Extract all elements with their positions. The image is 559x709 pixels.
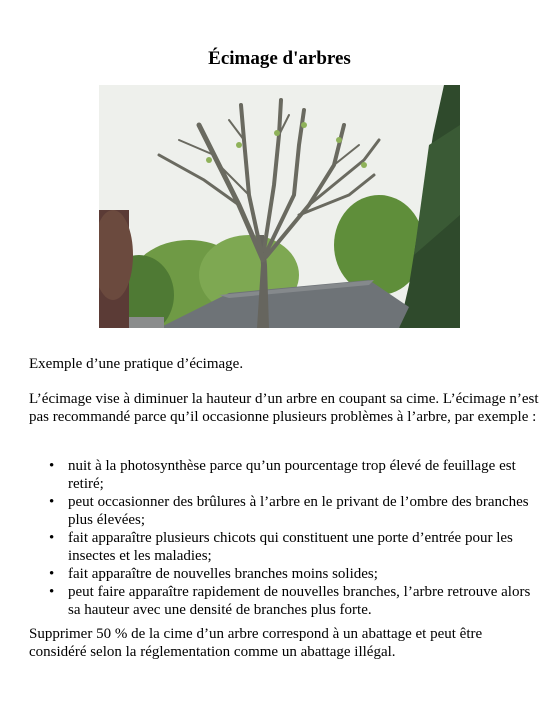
- list-item: • fait apparaître plusieurs chicots qui constituent une porte d’entrée pour les insectes et les maladies;: [49, 530, 513, 564]
- list-item: • fait apparaître de nouvelles branches moins solides;: [49, 566, 378, 582]
- list-item: • peut faire apparaître rapidement de nouvelles branches, l’arbre retrouve alors sa hauteur avec une densité de branches plus forte.: [49, 584, 531, 618]
- intro-paragraph: L’écimage vise à diminuer la hauteur d’un arbre en coupant sa cime. L’écimage n’est pas recommandé parce qu’il occasionne plusieurs problèmes à l’arbre, par exemple :: [29, 391, 539, 425]
- conclusion-paragraph: Supprimer 50 % de la cime d’un arbre correspond à un abattage et peut être considéré selon la réglementation comme un abattage illégal.: [29, 626, 483, 660]
- bullet-icon: •: [49, 566, 55, 582]
- list-item: • peut occasionner des brûlures à l’arbre en le privant de l’ombre des branches plus élevées;: [49, 494, 529, 528]
- bullet-icon: •: [49, 494, 55, 510]
- bullet-icon: •: [49, 584, 55, 600]
- photo-caption: Exemple d’une pratique d’écimage.: [29, 356, 244, 372]
- page-title: Écimage d'arbres: [208, 48, 351, 69]
- topped-tree-photo: [99, 85, 460, 328]
- bullet-icon: •: [49, 458, 55, 474]
- list-item: • nuit à la photosynthèse parce qu’un pourcentage trop élevé de feuillage est retiré;: [49, 458, 516, 492]
- bullet-icon: •: [49, 530, 55, 546]
- problem-list: [29, 457, 539, 619]
